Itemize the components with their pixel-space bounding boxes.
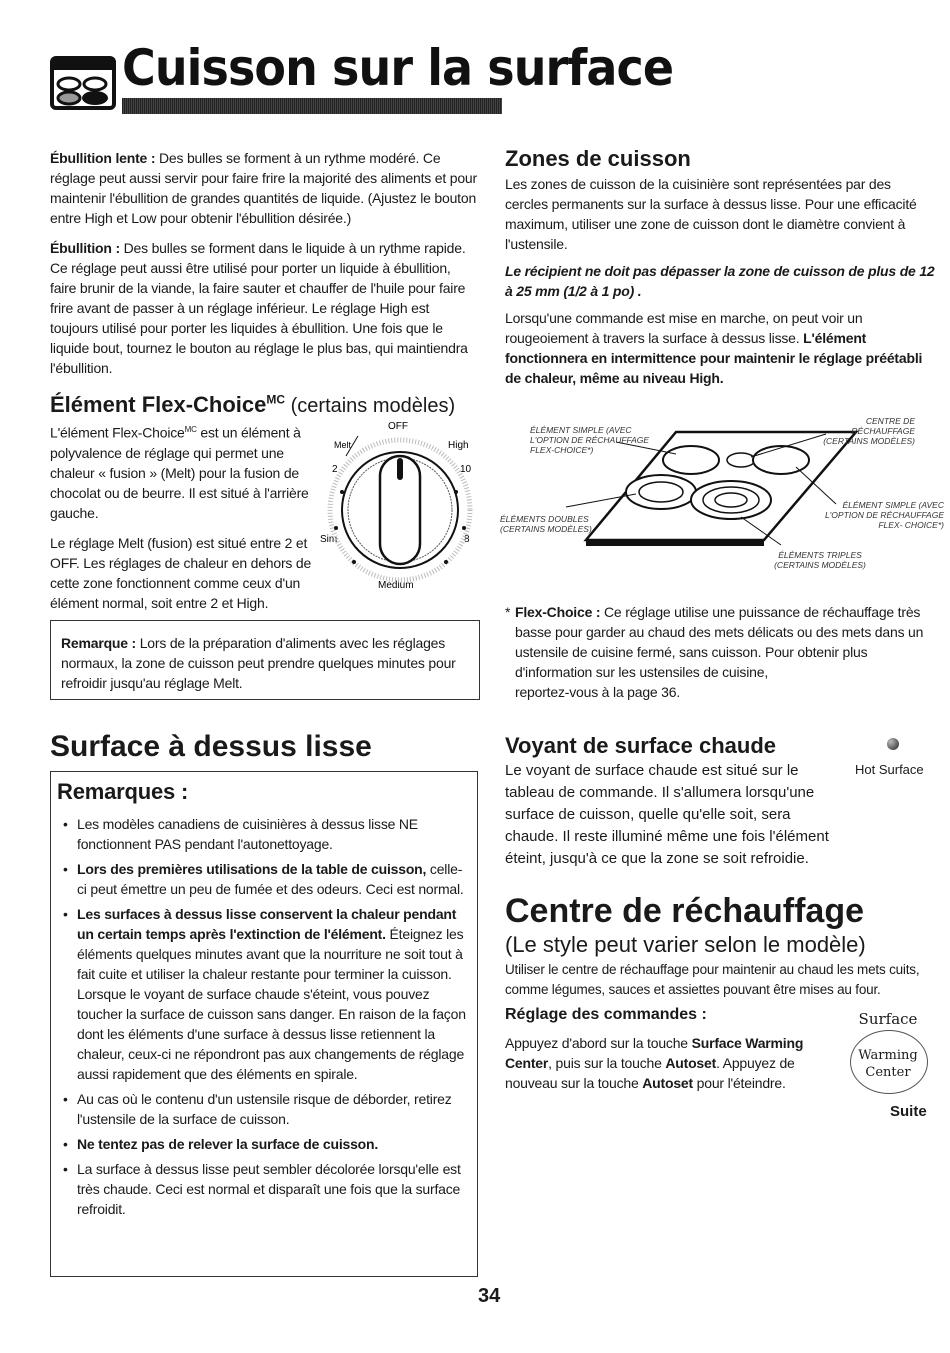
label-element-simple: ÉLÉMENT SIMPLE (AVEC L'OPTION DE RÉCHAUFFAGE FLEX-CHOICE*) <box>530 425 650 455</box>
left-paragraphs <box>50 148 480 378</box>
knob-8-label: 8 <box>464 534 470 545</box>
page-title: Cuisson sur la surface <box>122 39 674 97</box>
knob-10-label: 10 <box>460 464 472 475</box>
remarque-item: • Lors des premières utilisations de la table de cuisson, celle-ci peut émettre un peu de fumée et des odeurs. Ceci est normal. <box>57 859 471 899</box>
flex-choice-knob-diagram <box>318 418 478 590</box>
remarques-box <box>50 771 478 1277</box>
knob-medium-label: Medium <box>378 580 414 590</box>
cooktop-icon <box>50 50 116 110</box>
boil-label: Ébullition : <box>50 240 120 256</box>
zones-text: Les zones de cuisson de la cuisinière sont représentées par des cercles permanents sur la surface à dessus lisse. Pour une efficacité maximum, utiliser une zone de cuisson dont le diamètre convient à l'ustensile. Le récipient ne doit pas dépasser la zone de cuisson de plus de 12 à 25 mm (1/2 à 1 po) . Lorsqu'une commande est mise en marche, on peut voir un rougeoiement à travers la surface à dessus lisse. L'élément fonctionnera en intermittence pour maintenir le réglage préétabli de chaleur, même au niveau High. <box>505 176 935 386</box>
smooth-top-heading: Surface à dessus lisse <box>50 730 372 763</box>
suite-label: Suite <box>890 1103 927 1120</box>
flex-choice-heading: Élément Flex-Choice$^{MC}$ (certains modèles) <box>50 392 456 417</box>
warming-center-heading: Centre de réchauffage <box>505 892 864 930</box>
title-rule <box>122 98 502 114</box>
remarques-title: Remarques : <box>57 779 189 804</box>
hot-surface-indicator-label: Hot Surface <box>855 762 924 777</box>
remarque-item: • Au cas où le contenu d'un ustensile risque de déborder, retirez l'ustensile de la surface de cuisson. <box>57 1089 471 1129</box>
hot-surface-heading: Voyant de surface chaude <box>505 733 777 758</box>
label-centre: CENTRE DE RÉCHAUFFAGE (CERTAINS MODÈLES) <box>823 416 915 446</box>
remarques-list <box>57 814 471 1219</box>
knob-high-label: High <box>448 440 469 451</box>
remarque-item: • Les modèles canadiens de cuisinières à dessus lisse NE fonctionnent PAS pendant l'autonettoyage. <box>57 814 471 854</box>
label-simple-right: ÉLÉMENT SIMPLE (AVEC L'OPTION DE RÉCHAUFFAGE FLEX- CHOICE*) <box>824 500 944 530</box>
page-number: 34 <box>478 1285 501 1307</box>
label-doubles: ÉLÉMENTS DOUBLES (CERTAINS MODÈLES) <box>500 514 592 534</box>
surface-warming-center-button[interactable]: Surface Warming Center <box>838 1010 938 1100</box>
melt-note-box: Remarque : Lors de la préparation d'aliments avec les réglages normaux, la zone de cuisson peut prendre quelques minutes pour refroidir jusqu'au réglage Melt. <box>50 620 480 700</box>
slow-boil-text: Des bulles se forment à un rythme modéré. Ce réglage peut aussi servir pour faire frire la majorité des aliments et pour maintenir l'ébullition de grandes quantités de liquide. (Ajustez le bouton entre High et Low pour obtenir l'ébullition désirée.) <box>50 150 477 226</box>
hot-surface-indicator-icon <box>887 738 899 750</box>
slow-boil-label: Ébullition lente : <box>50 150 156 166</box>
hot-surface-text: Le voyant de surface chaude est situé sur le tableau de commande. Il s'allumera lorsqu'une surface de cuisson, quelle qu'elle soit, sera chaude. Il reste illuminé même une fois l'élément éteint, jusqu'à ce que la zone se soit refroidie. <box>505 762 829 867</box>
label-triples: ÉLÉMENTS TRIPLES (CERTAINS MODÈLES) <box>774 550 866 570</box>
flex-choice-text: L'élément Flex-Choice$^{MC}$ est un élément à polyvalence de réglage qui permet une chaleur « fusion » (Melt) pour la fusion de chocolat ou de beurre. Il est situé à l'arrière gauche. Le réglage Melt (fusion) est situé entre 2 et OFF. Les réglages de chaleur en dehors de cette zone fonctionnent comme ceux d'un élément normal, soit entre 2 et High. <box>50 424 312 611</box>
knob-sim-label: Sim <box>320 534 338 545</box>
remarque-item: • Les surfaces à dessus lisse conservent la chaleur pendant un certain temps après l'extinction de l'élément. Éteignez les éléments quelques minutes avant que la nourriture ne soit tout à fait cuite et utiliser la chaleur restante pour terminer la cuisson. Lorsque le voyant de surface chaude s'éteint, vous pouvez toucher la surface de cuisson sans danger. En raison de la façon dont les éléments d'une surface à dessus lisse retiennent la chaleur, ceux-ci ne répondront pas aux changements de réglage aussi rapidement que des éléments en spirale. <box>57 904 471 1084</box>
knob-2-label: 2 <box>332 464 338 475</box>
controls-text: Appuyez d'abord sur la touche Surface Warming Center, puis sur la touche Autoset. Appuyez de nouveau sur la touche Autoset pour l'éteindre. <box>505 1035 804 1091</box>
warming-center-subtitle: (Le style peut varier selon le modèle) <box>505 932 866 957</box>
zones-heading: Zones de cuisson <box>505 146 691 171</box>
controls-heading: Réglage des commandes : <box>505 1006 707 1023</box>
boil-text: Des bulles se forment dans le liquide à un rythme rapide. Ce réglage peut aussi être utilisé pour porter un liquide à ébullition, faire brunir de la viande, la faire sauter et chauffer de l'huile pour faire frire avant de passer à un réglage inférieur. Le réglage High est toujours utilisé pour porter les liquides à ébullition. Une fois que le liquide bout, tournez le bouton au réglage le plus bas, qui maintiendra l'ébullition. <box>50 240 468 376</box>
knob-melt-label: Melt <box>334 440 352 450</box>
knob-off-label: OFF <box>388 421 408 432</box>
remarque-item: • Ne tentez pas de relever la surface de cuisson. <box>57 1134 471 1154</box>
flex-choice-footnote: * Flex-Choice : Ce réglage utilise une puissance de réchauffage très basse pour garder au chaud des mets délicats ou des mets dans un ustensile de cuisine fermé, sans cuisson. Pour obtenir plus d'information sur les ustensiles de cuisine, reportez-vous à la page 36. <box>505 602 935 702</box>
page-36-reference: reportez-vous à la page 36. <box>515 684 681 700</box>
remarque-item: • La surface à dessus lisse peut sembler décolorée lorsqu'elle est très chaude. Ceci est normal et disparaît une fois que la surface refroidit. <box>57 1159 471 1219</box>
warming-center-text: Utiliser le centre de réchauffage pour maintenir au chaud les mets cuits, comme légumes, sauces et assiettes pouvant être mises au four. <box>505 962 920 997</box>
